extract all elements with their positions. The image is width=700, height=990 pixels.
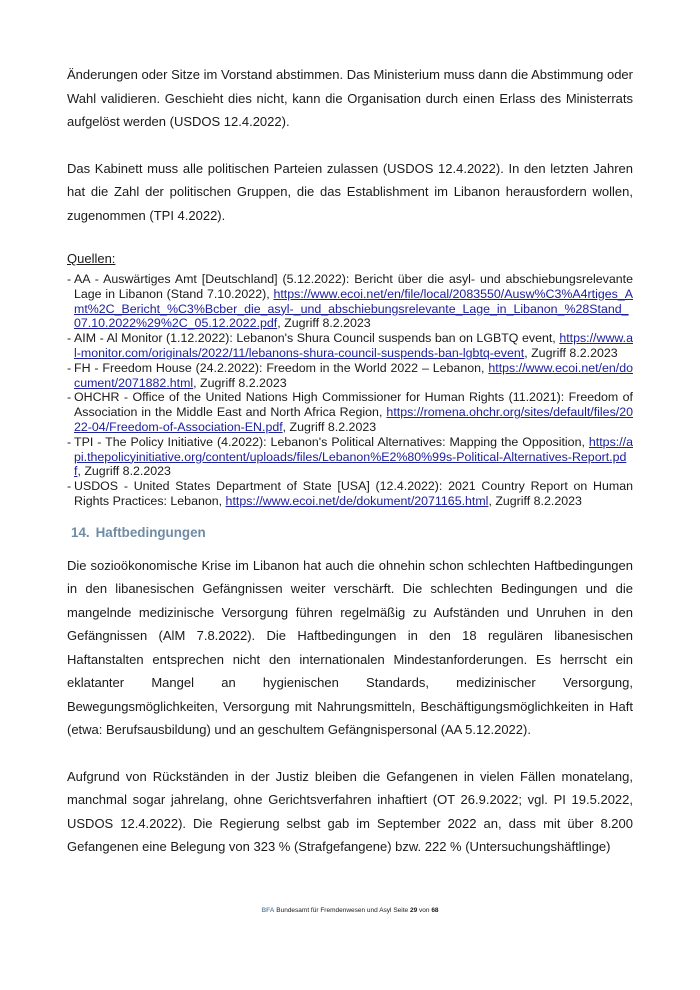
source-item (67, 272, 633, 331)
footer-brand: BFA (261, 907, 275, 914)
source-access: , Zugriff 8.2.2023 (488, 493, 582, 508)
source-item (67, 361, 633, 391)
source-access: , Zugriff 8.2.2023 (77, 464, 171, 479)
source-text: TPI - The Policy Initiative (4.2022): Lebanon's Political Alternatives: Mapping the Opposition, (74, 434, 585, 449)
sources-list (67, 272, 633, 509)
source-item (67, 390, 633, 434)
page-footer (0, 907, 700, 914)
footer-page-label: Seite (393, 907, 409, 914)
list-dash: - (67, 390, 72, 405)
footer-org: Bundesamt für Fremdenwesen und Asyl (276, 907, 392, 914)
list-dash: - (67, 434, 72, 449)
list-dash: - (67, 360, 72, 375)
section-title: Haftbedingungen (95, 524, 206, 540)
list-dash: - (67, 479, 72, 494)
source-item (67, 479, 633, 509)
sources-heading: Quellen: (67, 251, 116, 266)
source-item (67, 331, 633, 361)
list-dash: - (67, 272, 72, 286)
paragraph: Änderungen oder Sitze im Vorstand abstimmen. Das Ministerium muss dann die Abstimmung oder Wahl validieren. Geschieht dies nicht, kann die Organisation durch einen Erlass des Ministerrats aufgelöst werden (USDOS 12.4.2022). (67, 67, 633, 129)
source-link[interactable]: https://api.thepolicyinitiative.org/content/uploads/files/Lebanon%E2%80%99s-Political-Alternatives-Report.pdf (74, 434, 633, 479)
source-link[interactable]: https://www.al-monitor.com/originals/2022/11/lebanons-shura-council-suspends-ban-lgbtq-event (74, 331, 633, 360)
source-text: AIM - Al Monitor (1.12.2022): Lebanon's Shura Council suspends ban on LGBTQ event, (74, 331, 556, 346)
source-access: , Zugriff 8.2.2023 (193, 375, 287, 390)
paragraph: Die sozioökonomische Krise im Libanon hat auch die ohnehin schon schlechten Haftbedingungen in den libanesischen Gefängnissen weiter verschärft. Die schlechten Bedingungen und die mangelnde medizinische Versorgung führen regelmäßig zu Aufständen und Unruhen in den Gefängnissen (AlM 7.8.2022). Die Haftbedingungen in den 18 regulären libanesischen Haftanstalten entsprechen nicht den internationalen Mindestanforderungen. Es herrscht ein eklatanter Mangel an hygienischen Standards, medizinischer Versorgung, Bewegungsmöglichkeiten, Versorgung mit Nahrungsmitteln, Beschäftigungsmöglichkeiten in Haft (etwa: Berufsausbildung) und an geschultem Gefängnispersonal (AA 5.12.2022). (67, 557, 633, 738)
source-text: USDOS - United States Department of State [USA] (12.4.2022): 2021 Country Report on Human Rights Practices: Lebanon, (74, 479, 633, 508)
source-access: , Zugriff 8.2.2023 (282, 419, 377, 434)
source-link[interactable]: https://romena.ohchr.org/sites/default/files/2022-04/Freedom-of-Association-EN.pdf (74, 405, 633, 434)
source-link[interactable]: https://www.ecoi.net/en/file/local/2083550/Ausw%C3%A4rtiges_Amt%2C_Bericht_%C3%Bcber_die_asyl-_und_abschiebungsrelevante_Lage_in_Libanon_%28Stand_07.10.2022%29%2C_05.12.2022.pdf (74, 286, 633, 331)
page-content (67, 63, 633, 882)
section-heading (71, 524, 633, 542)
source-link[interactable]: https://www.ecoi.net/en/document/2071882.html (74, 360, 633, 390)
list-dash: - (67, 331, 72, 346)
footer-page-total: 68 (431, 907, 439, 914)
source-item (67, 435, 633, 479)
source-link[interactable]: https://www.ecoi.net/de/dokument/2071165.html (225, 493, 489, 508)
paragraph: Das Kabinett muss alle politischen Parteien zulassen (USDOS 12.4.2022). In den letzten Jahren hat die Zahl der politischen Gruppen, die das Establishment im Libanon herausfordern wollen, zugenommen (TPI 4.2022). (67, 160, 633, 223)
source-text: OHCHR - Office of the United Nations High Commissioner for Human Rights (11.2021): Freedom of Association in the Middle East and North Africa Region, (74, 390, 633, 420)
source-access: , Zugriff 8.2.2023 (524, 345, 618, 360)
source-text: AA - Auswärtiges Amt [Deutschland] (5.12.2022): Bericht über die asyl- und abschiebungsrelevante Lage in Libanon (Stand 7.10.2022), (74, 272, 633, 301)
paragraph: Aufgrund von Rückständen in der Justiz bleiben die Gefangenen in vielen Fällen monatelang, manchmal sogar jahrelang, ohne Gerichtsverfahren inhaftiert (OT 26.9.2022; vgl. PI 19.5.2022, USDOS 12.4.2022). Die Regierung selbst gab im September 2022 an, dass mit über 8.200 Gefangenen eine Belegung von 323 % (Strafgefangene) bzw. 222 % (Untersuchungshäftlinge) (67, 768, 633, 855)
source-text: FH - Freedom House (24.2.2022): Freedom in the World 2022 – Lebanon, (74, 360, 485, 375)
footer-of-label: von (419, 907, 430, 914)
source-access: , Zugriff 8.2.2023 (277, 316, 371, 331)
footer-page-number: 29 (409, 907, 418, 914)
section-number: 14. (71, 524, 90, 540)
